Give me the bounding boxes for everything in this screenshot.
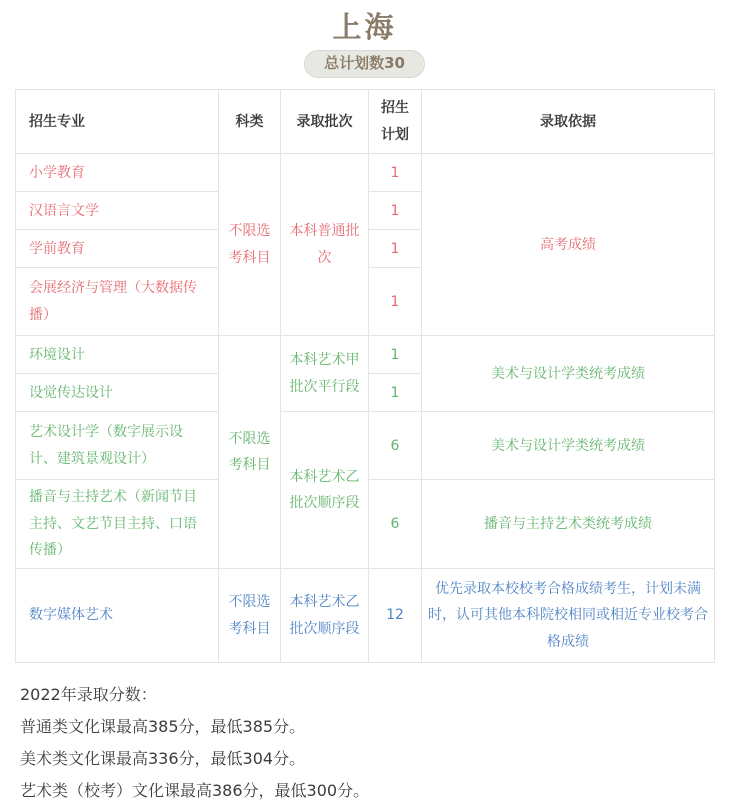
major-cell: 环境设计 — [16, 336, 219, 374]
major-cell: 会展经济与管理（大数据传播） — [16, 268, 219, 336]
table-row — [16, 336, 715, 374]
major-cell: 艺术设计学（数字展示设计、建筑景观设计） — [16, 412, 219, 480]
badge-wrap — [0, 50, 729, 79]
plan-cell: 1 — [369, 336, 422, 374]
header-subject: 科类 — [219, 90, 281, 154]
score-notes-heading: 2022年录取分数： — [20, 685, 157, 705]
basis-cell: 播音与主持艺术类统考成绩 — [422, 480, 715, 569]
plan-cell: 1 — [369, 154, 422, 192]
subject-cell: 不限选考科目 — [219, 336, 281, 569]
basis-cell: 高考成绩 — [422, 154, 715, 336]
plan-cell: 6 — [369, 412, 422, 480]
plan-cell: 1 — [369, 192, 422, 230]
plan-cell: 1 — [369, 268, 422, 336]
header-batch: 录取批次 — [281, 90, 369, 154]
major-cell: 播音与主持艺术（新闻节目主持、文艺节目主持、口语传播） — [16, 480, 219, 569]
score-note-line: 艺术类（校考）文化课最高386分，最低300分。 — [20, 781, 370, 801]
major-cell: 汉语言文学 — [16, 192, 219, 230]
score-note-line: 美术类文化课最高336分，最低304分。 — [20, 749, 306, 769]
batch-cell: 本科艺术乙批次顺序段 — [281, 412, 369, 569]
plan-cell: 1 — [369, 230, 422, 268]
table-row — [16, 569, 715, 663]
table-row — [16, 154, 715, 192]
major-cell: 设觉传达设计 — [16, 374, 219, 412]
plan-cell: 12 — [369, 569, 422, 663]
major-cell: 学前教育 — [16, 230, 219, 268]
header-plan: 招生计划 — [369, 90, 422, 154]
batch-cell: 本科艺术乙批次顺序段 — [281, 569, 369, 663]
header-basis: 录取依据 — [422, 90, 715, 154]
table-row — [16, 412, 715, 480]
subject-cell: 不限选考科目 — [219, 154, 281, 336]
table-header-row — [16, 90, 715, 154]
score-notes — [20, 679, 709, 807]
page-title: 上海 — [332, 10, 397, 44]
basis-cell: 美术与设计学类统考成绩 — [422, 412, 715, 480]
basis-cell: 优先录取本校校考合格成绩考生，计划未满时，认可其他本科院校相同或相近专业校考合格成绩 — [422, 569, 715, 663]
basis-cell: 美术与设计学类统考成绩 — [422, 336, 715, 412]
header-major: 招生专业 — [16, 90, 219, 154]
major-cell: 数字媒体艺术 — [16, 569, 219, 663]
subject-cell: 不限选考科目 — [219, 569, 281, 663]
major-cell: 小学教育 — [16, 154, 219, 192]
score-note-line: 普通类文化课最高385分，最低385分。 — [20, 717, 306, 737]
batch-cell: 本科艺术甲批次平行段 — [281, 336, 369, 412]
batch-cell: 本科普通批次 — [281, 154, 369, 336]
total-plan-badge: 总计划数30 — [304, 50, 425, 79]
admissions-table — [15, 89, 715, 663]
plan-cell: 1 — [369, 374, 422, 412]
plan-cell: 6 — [369, 480, 422, 569]
